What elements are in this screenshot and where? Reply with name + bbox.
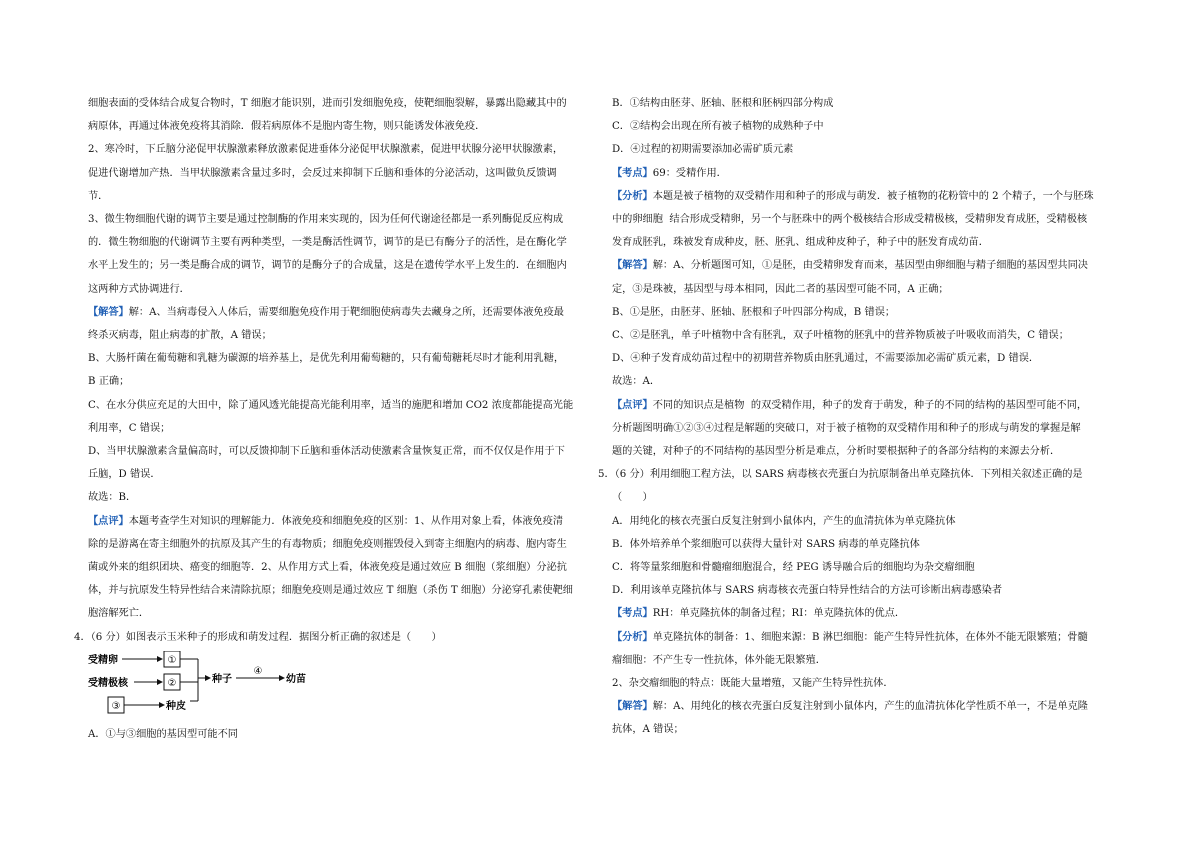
text-line: 故选：B．: [88, 492, 137, 504]
text-line: 除的是游离在寄主细胞外的抗原及其产生的有毒物质；细胞免疫则摧毁侵入到寄主细胞内的病毒、胞内寄生: [88, 538, 567, 550]
question-4: 4．（6 分）如图表示玉米种子的形成和萌发过程．据图分析正确的叙述是（ ）: [74, 631, 442, 643]
text-line: D、④种子发育成幼苗过程中的初期营养物质由胚乳通过，不需要添加必需矿质元素，D 错误．: [612, 353, 1040, 365]
kaodian-line: 【考点】RH：单克隆抗体的制备过程；RI：单克隆抗体的优点．: [612, 607, 906, 620]
text-line: 中的卵细胞 结合形成受精卵，另一个与胚珠中的两个极核结合形成受精极核，受精卵发育成胚，受精极核: [612, 214, 1088, 226]
svg-text:①: ①: [167, 654, 177, 666]
question-5-blank: （ ）: [612, 492, 653, 504]
text-line: 细胞表面的受体结合成复合物时，T 细胞才能识别，进而引发细胞免疫，使靶细胞裂解，暴露出隐藏其中的: [88, 98, 567, 109]
kaodian-tag: 【考点】: [612, 607, 653, 620]
option-b: B．①结构由胚芽、胚轴、胚根和胚柄四部分构成: [612, 98, 834, 109]
q5-option-b: B．体外培养单个浆细胞可以获得大量针对 SARS 病毒的单克隆抗体: [612, 538, 920, 550]
text-line: 3、微生物细胞代谢的调节主要是通过控制酶的作用来实现的，因为任何代谢途径都是一系列酶促反应构成: [88, 214, 564, 226]
option-a: A．①与③细胞的基因型可能不同: [88, 728, 238, 740]
analysis-tag: 【分析】: [612, 189, 653, 202]
text-line: 胞溶解死亡．: [88, 608, 150, 620]
text-line: 2、杂交瘤细胞的特点：既能大量增殖，又能产生特异性抗体．: [612, 678, 894, 690]
text-line: 终杀灭病毒，阻止病毒的扩散，A 错误；: [88, 330, 272, 342]
text-line: 利用率，C 错误；: [88, 422, 171, 434]
text-line: 这两种方式协调进行．: [88, 283, 190, 295]
answer-tag: 【解答】: [612, 700, 653, 713]
text-line: D、当甲状腺激素含量偏高时，可以反馈抑制下丘脑和垂体活动使激素含量恢复正常，而不仅仅是作用于下: [88, 446, 565, 458]
answer-line: 【解答】解：A、当病毒侵入人体后，需要细胞免疫作用于靶细胞使病毒失去藏身之所，还需要体液免疫最: [88, 305, 564, 318]
comment-tag: 【点评】: [612, 398, 653, 411]
answer-line: 【解答】解：A、用纯化的核衣壳蛋白反复注射到小鼠体内，产生的血清抗体化学性质不单一，不是单克隆: [612, 700, 1088, 713]
diagram-svg: [88, 651, 328, 717]
text-line: B、大肠杆菌在葡萄糖和乳糖为碳源的培养基上，是优先利用葡萄糖的，只有葡萄糖耗尽时才能利用乳糖，: [88, 353, 565, 365]
text-line: B、①是胚，由胚芽、胚轴、胚根和子叶四部分构成，B 错误；: [612, 306, 896, 318]
label-seed: 种子: [212, 673, 232, 685]
text-line: 的．微生物细胞的代谢调节主要有两种类型，一类是酶活性调节，调节的是已有酶分子的活性，是在酶化学: [88, 237, 567, 249]
answer-line: 【解答】解：A、分析题图可知，①是胚，由受精卵发育而来，基因型由卵细胞与精子细胞的基因型共同决: [612, 259, 1088, 272]
analysis-tag: 【分析】: [612, 630, 653, 643]
text-line: 体，并与抗原发生特异性结合来清除抗原；细胞免疫则是通过效应 T 细胞（杀伤 T 细胞）分泌穿孔素使靶细: [88, 585, 573, 597]
text-line: 抗体，A 错误；: [612, 724, 684, 736]
label-seedcoat: 种皮: [166, 700, 186, 712]
text-line: 瘤细胞：不产生专一性抗体，体外能无限繁殖．: [612, 654, 826, 666]
text-line: 水平上发生的；另一类是酶合成的调节，调节的是酶分子的合成量，这是在遗传学水平上发生的．在细胞内: [88, 260, 567, 272]
question-5: 5．（6 分）利用细胞工程方法，以 SARS 病毒核衣壳蛋白为抗原制备出单克隆抗体．下列相关叙述正确的是: [598, 469, 1083, 481]
text-line: 丘脑，D 错误．: [88, 469, 161, 481]
comment-line: 【点评】不同的知识点是植物 的双受精作用，种子的发育于萌发，种子的不同的结构的基因型可能不同，: [612, 398, 1088, 411]
text-line: C、在水分供应充足的大田中，除了通风透光能提高光能利用率，适当的施肥和增加 CO2 浓度都能提高光能: [88, 399, 574, 411]
right-column: [598, 92, 1132, 742]
label-seedling: 幼苗: [286, 673, 306, 685]
text-line: 故选：A．: [612, 376, 661, 388]
text-line: 定，③是珠被，基因型与母本相同，因此二者的基因型可能不同，A 正确；: [612, 283, 949, 295]
kaodian-line: 【考点】69：受精作用．: [612, 166, 727, 179]
label-fertilized-egg: 受精卵: [88, 654, 118, 666]
option-c: C．②结构会出现在所有被子植物的成熟种子中: [612, 121, 824, 133]
label-step4: ④: [253, 665, 263, 677]
answer-tag: 【解答】: [88, 305, 129, 318]
comment-line: 【点评】本题考查学生对知识的理解能力．体液免疫和细胞免疫的区别：1、从作用对象上看，体液免疫清: [88, 514, 564, 527]
answer-tag: 【解答】: [612, 259, 653, 272]
q5-option-c: C．将等量浆细胞和骨髓瘤细胞混合，经 PEG 诱导融合后的细胞均为杂交瘤细胞: [612, 562, 975, 574]
text-line: 病原体，再通过体液免疫将其消除．假若病原体不是胞内寄生物，则只能诱发体液免疫．: [88, 121, 486, 133]
text-line: 发育成胚乳，珠被发育成种皮，胚、胚乳、组成种皮种子，种子中的胚发育成幼苗．: [612, 237, 989, 249]
analysis-line: 【分析】单克隆抗体的制备：1、细胞来源：B 淋巴细胞：能产生特异性抗体，在体外不能无限繁殖；骨髓: [612, 630, 1088, 643]
text-line: 促进代谢增加产热．当甲状腺激素含量过多时，会反过来抑制下丘脑和垂体的分泌活动，这叫做负反馈调: [88, 167, 557, 179]
label-fertilized-polar: 受精极核: [88, 677, 128, 689]
text-line: 分析题图明确①②③④过程是解题的突破口，对于被子植物的双受精作用和种子的形成与萌发的掌握是解: [612, 422, 1081, 434]
text-line: B 正确；: [88, 376, 130, 388]
text-line: 节．: [88, 190, 109, 202]
comment-tag: 【点评】: [88, 514, 129, 527]
svg-text:③: ③: [111, 700, 121, 712]
text-line: C、②是胚乳，单子叶植物中含有胚乳，双子叶植物的胚乳中的营养物质被子叶吸收而消失，C 错误；: [612, 330, 1069, 342]
kaodian-tag: 【考点】: [612, 166, 653, 179]
analysis-line: 【分析】本题是被子植物的双受精作用和种子的形成与萌发．被子植物的花粉管中的 2 个精子，一个与胚珠: [612, 189, 1094, 202]
text-line: 菌或外来的组织团块、癌变的细胞等．2、从作用方式上看，体液免疫是通过效应 B 细胞（浆细胞）分泌抗: [88, 562, 567, 574]
text-line: 题的关键，对种子的不同结构的基因型分析是难点，分析时要根据种子的各部分结构的来源去分析．: [612, 446, 1061, 458]
option-d: D．④过程的初期需要添加必需矿质元素: [612, 144, 794, 156]
q5-option-a: A．用纯化的核衣壳蛋白反复注射到小鼠体内，产生的血清抗体为单克隆抗体: [612, 515, 956, 527]
text-line: 2、寒冷时，下丘脑分泌促甲状腺激素释放激素促进垂体分泌促甲状腺激素，促进甲状腺分泌甲状腺激素，: [88, 144, 564, 156]
svg-text:②: ②: [167, 677, 177, 689]
left-column: [74, 92, 590, 746]
seed-formation-diagram: [88, 651, 590, 717]
q5-option-d: D．利用该单克隆抗体与 SARS 病毒核衣壳蛋白特异性结合的方法可诊断出病毒感染者: [612, 585, 1003, 597]
